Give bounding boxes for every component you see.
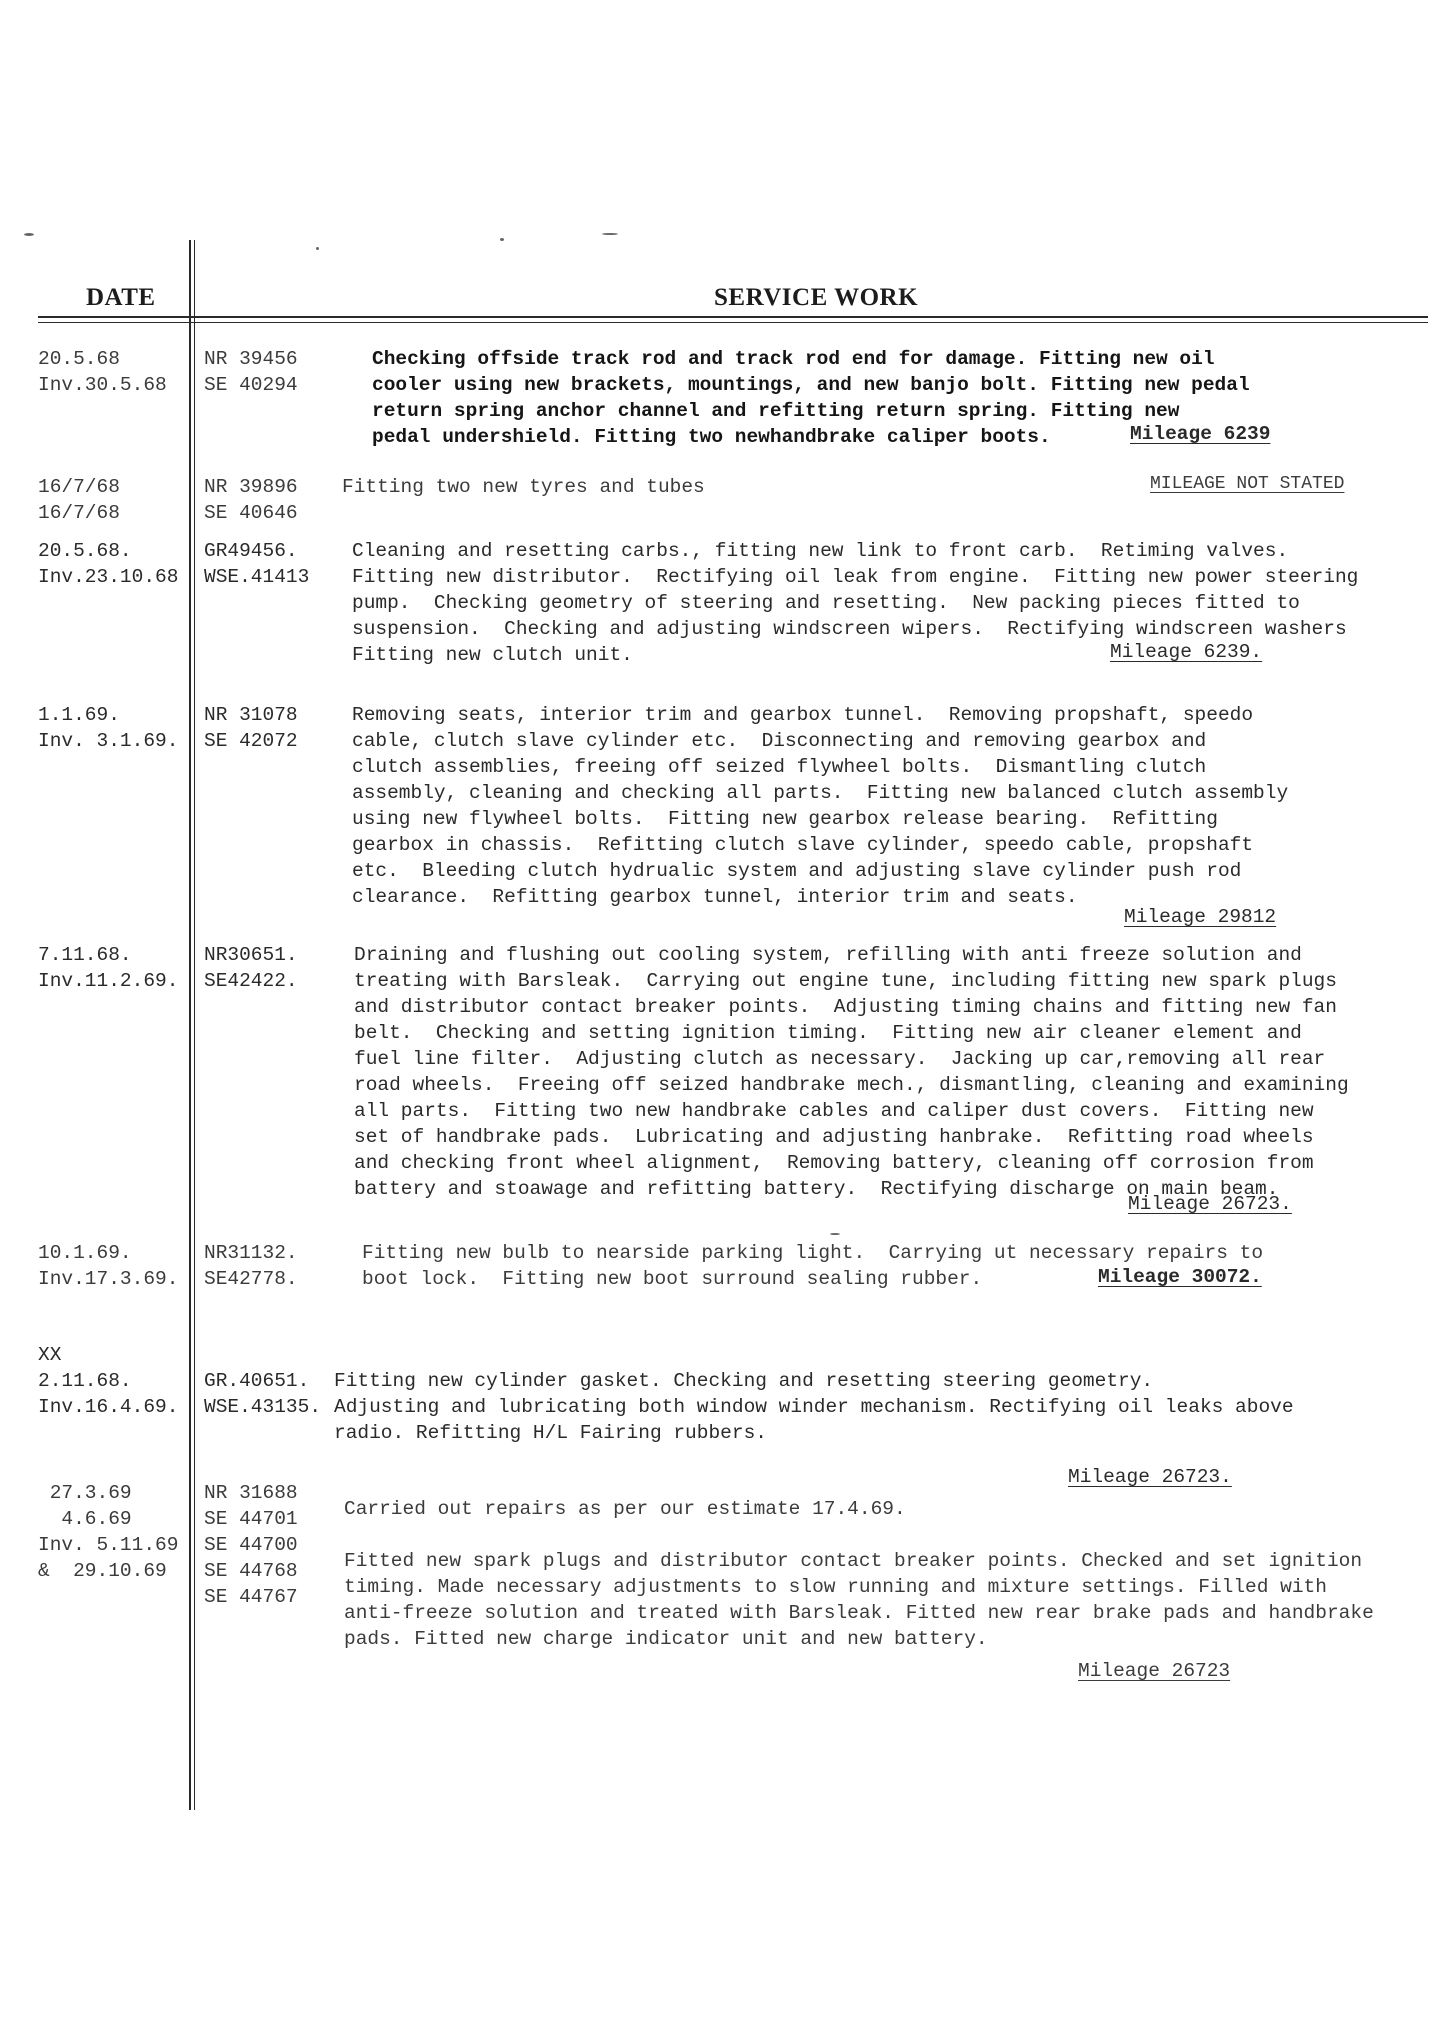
header-rule-top	[38, 316, 1428, 318]
entry-description: Draining and flushing out cooling system, refilling with anti freeze solution and treating with Barsleak. Carrying out engine tune, including fitting new spark plugs and distributor contact breaker points. Adjusting timing chains and fitting new fan belt. Checking and setting ignition timing. Fitting new air cleaner element and fuel line filter. Adjusting clutch as necessary. Jacking up car,removing all rear road wheels. Freeing off seized handbrake mech., dismantling, cleaning and examining all parts. Fitting two new handbrake cables and caliper dust covers. Fitting new set of handbrake pads. Lubricating and adjusting hanbrake. Refitting road wheels and checking front wheel alignment, Removing battery, cleaning off corrosion from battery and stoawage and refitting battery. Rectifying discharge on main beam.	[354, 944, 1349, 1200]
column-divider-left	[189, 240, 191, 1810]
entry-mileage: Mileage 26723	[1078, 1660, 1231, 1682]
entry-date: 16/7/68 16/7/68	[38, 476, 120, 524]
page-speck	[830, 1233, 840, 1235]
entry-reference: NR31132. SE42778.	[204, 1242, 298, 1290]
entry-date: 27.3.69 4.6.69 Inv. 5.11.69 & 29.10.69	[38, 1482, 179, 1582]
entry-description: Removing seats, interior trim and gearbox tunnel. Removing propshaft, speedo cable, clutch slave cylinder etc. Disconnecting and removing gearbox and clutch assemblies, freeing off seized flywheel bolts. Dismantling clutch assembly, cleaning and checking all parts. Fitting new balanced clutch assembly using new flywheel bolts. Fitting new gearbox release bearing. Refitting gearbox in chassis. Refitting clutch slave cylinder, speedo cable, propshaft etc. Bleeding clutch hydrualic system and adjusting slave cylinder push rod clearance. Refitting gearbox tunnel, interior trim and seats.	[352, 704, 1289, 908]
date-column-header: DATE	[86, 284, 156, 311]
entry-mileage: Mileage 26723.	[1128, 1193, 1292, 1215]
column-divider-right	[194, 240, 195, 1810]
entry-date: 20.5.68 Inv.30.5.68	[38, 348, 167, 396]
entry-date: 7.11.68. Inv.11.2.69.	[38, 944, 179, 992]
entry-reference: NR 39896 SE 40646	[204, 476, 298, 524]
entry-mileage: MILEAGE NOT STATED	[1150, 474, 1345, 494]
entry-description: Fitting new bulb to nearside parking light. Carrying ut necessary repairs to boot lock. Fitting new boot surround sealing rubber.	[362, 1242, 1264, 1290]
entry-date: XX 2.11.68. Inv.16.4.69.	[38, 1344, 179, 1418]
entry-reference: GR.40651. WSE.43135.	[204, 1370, 322, 1418]
entry-description: Cleaning and resetting carbs., fitting new link to front carb. Retiming valves. Fitting new distributor. Rectifying oil leak from engine. Fitting new power steering pump. Checking geometry of steering and resetting. New packing pieces fitted to suspension. Checking and adjusting windscreen wipers. Rectifying windscreen washers Fitting new clutch unit.	[352, 540, 1359, 666]
entry-date: 1.1.69. Inv. 3.1.69.	[38, 704, 179, 752]
entry-description: Checking offside track rod and track rod end for damage. Fitting new oil cooler using new brackets, mountings, and new banjo bolt. Fitting new pedal return spring anchor channel and refitting return spring. Fitting new pedal undershield. Fitting two newhandbrake caliper boots.	[372, 348, 1250, 448]
header-rule-bottom	[38, 322, 1428, 323]
entry-reference: NR 31688 SE 44701 SE 44700 SE 44768 SE 44767	[204, 1482, 298, 1608]
page-speck	[24, 233, 34, 236]
service-work-column-header: SERVICE WORK	[714, 284, 919, 311]
page-speck	[500, 238, 504, 241]
page-speck	[316, 247, 319, 250]
entry-description: Carried out repairs as per our estimate 17.4.69. Fitted new spark plugs and distributor contact breaker points. Checked and set ignition timing. Made necessary adjustments to slow running and mixture settings. Filled with anti-freeze solution and treated with Barsleak. Fitted new rear brake pads and handbrake pads. Fitted new charge indicator unit and new battery.	[344, 1498, 1374, 1650]
entry-mileage: Mileage 26723.	[1068, 1466, 1232, 1488]
entry-reference: NR30651. SE42422.	[204, 944, 298, 992]
entry-reference: NR 31078 SE 42072	[204, 704, 298, 752]
entry-mileage: Mileage 29812	[1124, 906, 1277, 928]
entry-reference: NR 39456 SE 40294	[204, 348, 298, 396]
entry-date: 10.1.69. Inv.17.3.69.	[38, 1242, 179, 1290]
entry-mileage: Mileage 6239.	[1110, 641, 1263, 663]
entry-mileage: Mileage 6239	[1130, 423, 1271, 445]
entry-description: Fitting two new tyres and tubes	[342, 476, 705, 498]
entry-mileage: Mileage 30072.	[1098, 1266, 1262, 1288]
page-speck	[602, 233, 618, 235]
entry-date: 20.5.68. Inv.23.10.68	[38, 540, 179, 588]
entry-description: Fitting new cylinder gasket. Checking and resetting steering geometry. Adjusting and lubricating both window winder mechanism. Rectifying oil leaks above radio. Refitting H/L Fairing rubbers.	[334, 1370, 1294, 1444]
entry-reference: GR49456. WSE.41413	[204, 540, 310, 588]
